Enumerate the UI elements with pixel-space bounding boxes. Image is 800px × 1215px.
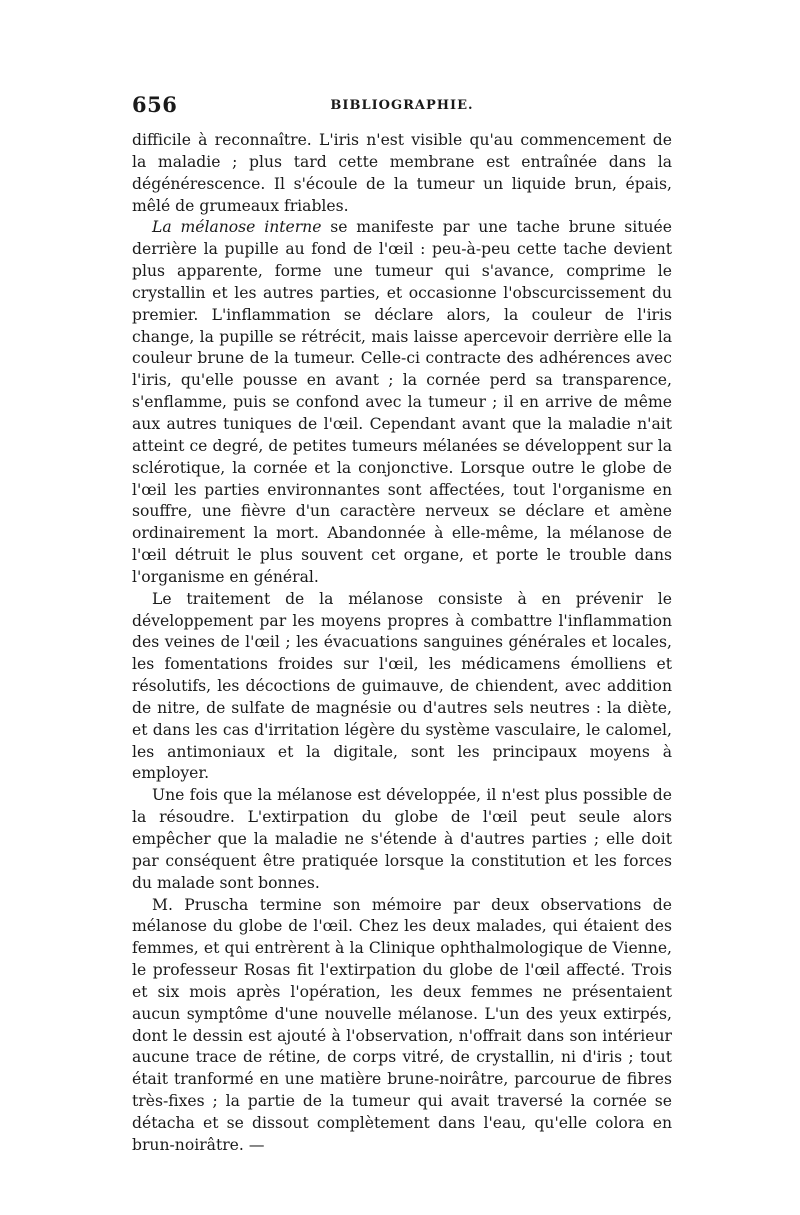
paragraph-observations: M. Pruscha termine son mémoire par deux observations de mélanose du globe de l'œil. Chez les deux malades, qui étaient des femmes, et qui entrèrent à la Clinique ophthalmologique de Vienne, le professeur Rosas fit l'extirpation du globe de l'œil affecté. Trois et six mois après l'opération, les deux femmes ne présentaient aucun symptôme d'une nouvelle mélanose. L'un des yeux extirpés, dont le dessin est ajouté à l'observation, n'offrait dans son intérieur aucune trace de rétine, de corps vitré, de crystallin, ni d'iris ; tout était tranformé en une matière brune-noirâtre, parcourue de fibres très-fixes ; la partie de la tumeur qui avait traversé la cornée se détacha et se dissout complètement dans l'eau, qu'elle colora en brun-noirâtre. — <box>132 895 672 1154</box>
paragraph-traitement: Le traitement de la mélanose consiste à en prévenir le développement par les moyens propres à combattre l'inflammation des veines de l'œil ; les évacuations sanguines générales et locales, les fomentations froides sur l'œil, les médicamens émolliens et résolutifs, les décoctions de guimauve, de chiendent, avec addition de nitre, de sulfate de magnésie ou d'autres sels neutres : la diète, et dans les cas d'irritation légère du système vasculaire, le calomel, les antimoniaux et la digitale, sont les principaux moyens à employer. <box>132 589 672 783</box>
body-text <box>132 130 672 1157</box>
paragraph-melanose-interne <box>132 217 672 588</box>
paragraph-continuation: difficile à reconnaître. L'iris n'est visible qu'au commencement de la maladie ; plus tard cette membrane est entraînée dans la dégénérescence. Il s'écoule de la tumeur un liquide brun, épais, mêlé de grumeaux friables. <box>132 131 672 215</box>
paragraph-extirpation: Une fois que la mélanose est développée, il n'est plus possible de la résoudre. L'extirpation du globe de l'œil peut seule alors empêcher que la maladie ne s'étende à d'autres parties ; elle doit par conséquent être pratiquée lorsque la constitution et les forces du malade sont bonnes. <box>132 786 672 892</box>
running-title: BIBLIOGRAPHIE. <box>330 98 474 113</box>
running-head <box>132 92 672 126</box>
italic-term: La mélanose interne <box>152 218 322 237</box>
paragraph-text: se manifeste par une tache brune située derrière la pupille au fond de l'œil : peu-à-peu cette tache devient plus apparente, forme une tumeur qui s'avance, comprime le crystallin et les autres parties, et occasionne l'obscurcissement du premier. L'inflammation se déclare alors, la couleur de l'iris change, la pupille se rétrécit, mais laisse apercevoir derrière elle la couleur brune de la tumeur. Celle-ci contracte des adhérences avec l'iris, qu'elle pousse en avant ; la cornée perd sa transparence, s'enflamme, puis se confond avec la tumeur ; il en arrive de même aux autres tuniques de l'œil. Cependant avant que la maladie n'ait atteint ce degré, de petites tumeurs mélanées se développent sur la sclérotique, la cornée et la conjonctive. Lorsque outre le globe de l'œil les parties environnantes sont affectées, tout l'organisme en souffre, une fièvre d'un caractère nerveux se déclare et amène ordinairement la mort. Abandonnée à elle-même, la mélanose de l'œil détruit le plus souvent cet organe, et porte le trouble dans l'organisme en général. <box>132 218 673 586</box>
page-number: 656 <box>132 92 178 117</box>
book-page <box>132 92 672 1157</box>
